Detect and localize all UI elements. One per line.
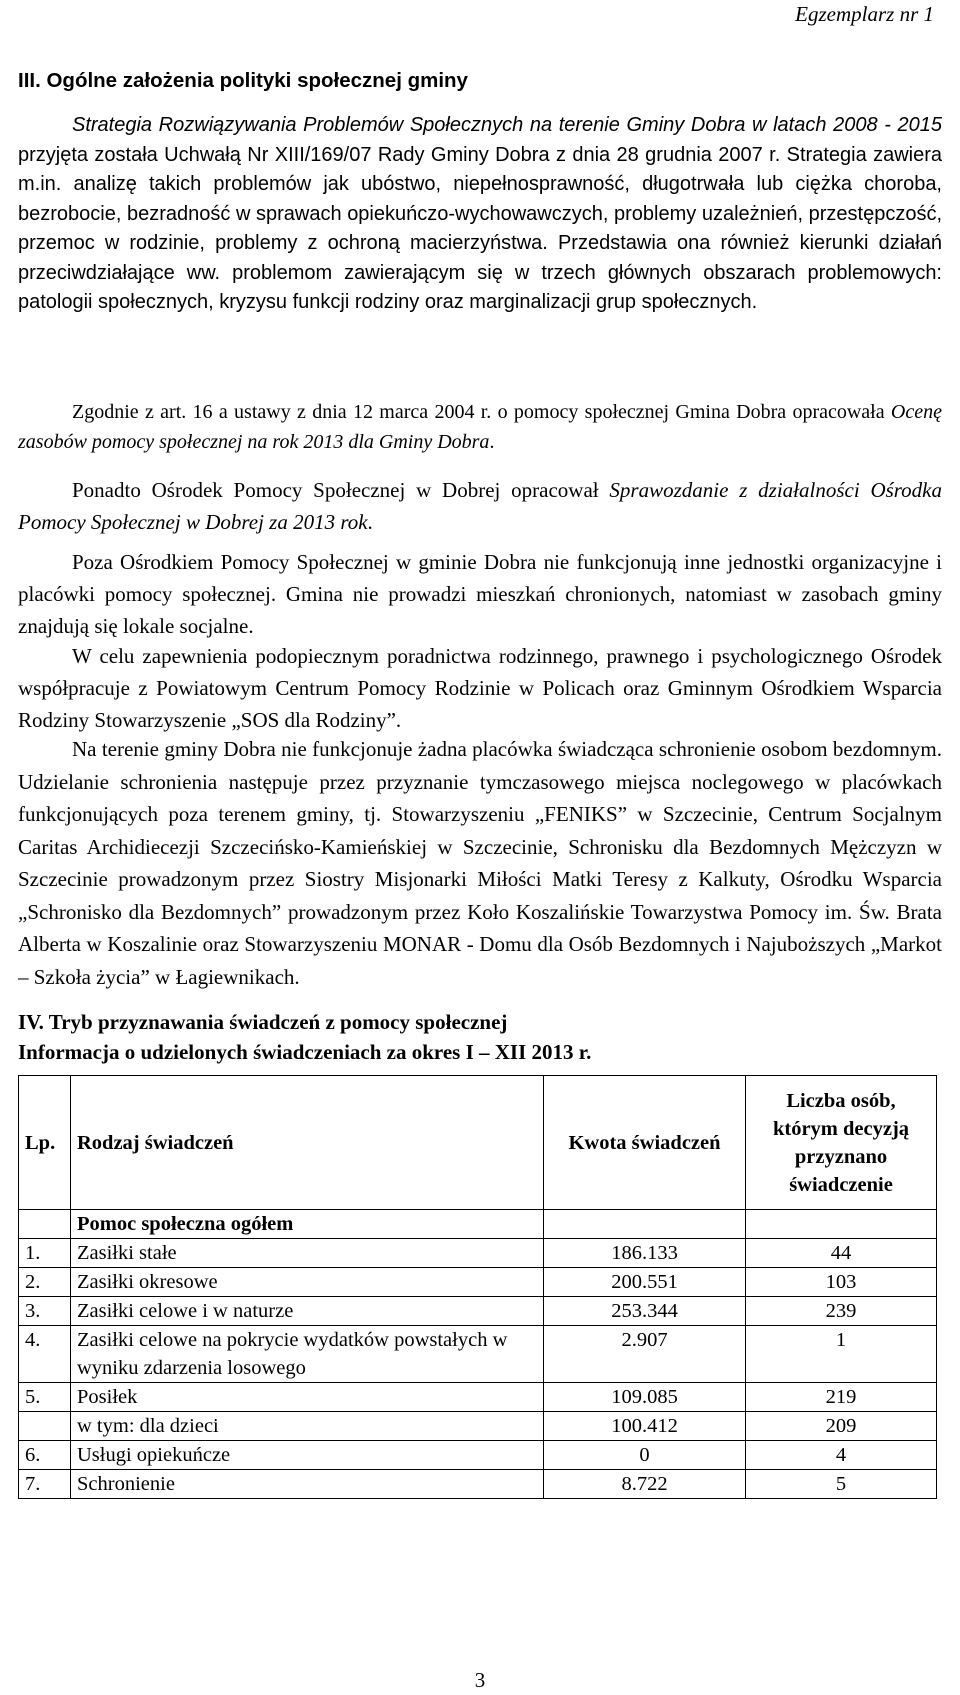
row-count: 103 [746, 1268, 937, 1297]
row-amount: 2.907 [544, 1326, 746, 1383]
row-amount: 186.133 [544, 1239, 746, 1268]
strategy-title: Strategia Rozwiązywania Problemów Społecznych na terenie Gminy Dobra w latach 2008 - 2015 [72, 114, 942, 136]
paragraph-strategy [18, 111, 942, 318]
table-row [19, 1441, 937, 1470]
header-name: Rodzaj świadczeń [71, 1076, 544, 1210]
table-row [19, 1470, 937, 1499]
table-group-row [19, 1210, 937, 1239]
paragraph-units: Poza Ośrodkiem Pomocy Społecznej w gminie Dobra nie funkcjonują inne jednostki organizacyjne i placówki pomocy społecznej. Gmina nie prowadzi mieszkań chronionych, natomiast w zasobach gminy znajdują się lokale socjalne. [18, 550, 942, 638]
row-count: 219 [746, 1383, 937, 1412]
copy-label: Egzemplarz nr 1 [795, 2, 934, 26]
table-row [19, 1383, 937, 1412]
row-lp: 6. [19, 1441, 71, 1470]
row-name: Schronienie [71, 1470, 544, 1499]
row-lp: 5. [19, 1383, 71, 1412]
row-amount: 253.344 [544, 1297, 746, 1326]
row-name: w tym: dla dzieci [71, 1412, 544, 1441]
strategy-text: przyjęta została Uchwałą Nr XIII/169/07 Rady Gminy Dobra z dnia 28 grudnia 2007 r. Strategia zawiera m.in. analizę takich problemów jak ubóstwo, niepełnosprawność, długotrwała lub ciężka choroba, bezrobocie, bezradność w sprawach opiekuńczo-wychowawczych, problemy uzależnień, przestępczość, przemoc w rodzinie, problemy z ochroną macierzyństwa. Przedstawia ona również kierunki działań przeciwdziałające ww. problemom zawierającym się w trzech głównych obszarach problemowych: patologii społecznych, kryzysu funkcji rodziny oraz marginalizacji grup społecznych. [18, 143, 942, 313]
table-row [19, 1326, 937, 1383]
row-count: 239 [746, 1297, 937, 1326]
row-name: Posiłek [71, 1383, 544, 1412]
row-lp: 4. [19, 1326, 71, 1383]
group-label: Pomoc społeczna ogółem [71, 1210, 544, 1239]
row-amount: 109.085 [544, 1383, 746, 1412]
row-count: 4 [746, 1441, 937, 1470]
row-lp: 2. [19, 1268, 71, 1297]
assessment-text: Zgodnie z art. 16 a ustawy z dnia 12 marca 2004 r. o pomocy społecznej Gmina Dobra opracowała [72, 401, 891, 423]
header-count: Liczba osób, którym decyzją przyznano świadczenie [746, 1076, 937, 1210]
paragraph-assessment [18, 397, 942, 457]
row-amount: 100.412 [544, 1412, 746, 1441]
section-3-heading: III. Ogólne założenia polityki społecznej gminy [18, 69, 468, 92]
table-row [19, 1412, 937, 1441]
row-amount: 0 [544, 1441, 746, 1470]
table-row [19, 1268, 937, 1297]
paragraph-counselling: W celu zapewnienia podopiecznym poradnictwa rodzinnego, prawnego i psychologicznego Ośrodek współpracuje z Powiatowym Centrum Pomocy Rodzinie w Policach oraz Gminnym Ośrodkiem Wsparcia Rodziny Stowarzyszenie „SOS dla Rodziny”. [18, 644, 942, 732]
table-row [19, 1239, 937, 1268]
table-row [19, 1297, 937, 1326]
row-name: Zasiłki celowe i w naturze [71, 1297, 544, 1326]
row-name: Zasiłki okresowe [71, 1268, 544, 1297]
row-count: 5 [746, 1470, 937, 1499]
row-amount: 8.722 [544, 1470, 746, 1499]
row-lp: 7. [19, 1470, 71, 1499]
report-end: . [367, 510, 373, 534]
row-lp: 3. [19, 1297, 71, 1326]
assessment-end: . [489, 431, 495, 453]
paragraph-shelter: Na terenie gminy Dobra nie funkcjonuje żadna placówka świadcząca schronienie osobom bezdomnym. Udzielanie schronienia następuje przez przyznanie tymczasowego miejsca noclegowego w placówkach funkcjonujących poza terenem gminy, tj. Stowarzyszeniu „FENIKS” w Szczecinie, Centrum Socjalnym Caritas Archidiecezji Szczecińsko-Kamieńskiej w Szczecinie, Schronisku dla Bezdomnych Mężczyzn w Szczecinie prowadzonym przez Siostry Misjonarki Miłości Matki Teresy z Kalkuty, Ośrodku Wsparcia „Schronisko dla Bezdomnych” prowadzonym przez Koło Koszalińskie Towarzystwa Pomocy im. Św. Brata Alberta w Koszalinie oraz Stowarzyszeniu MONAR - Domu dla Osób Bezdomnych i Najuboższych „Markot – Szkoła życia” w Łagiewnikach. [18, 737, 942, 989]
row-name: Usługi opiekuńcze [71, 1441, 544, 1470]
row-name: Zasiłki stałe [71, 1239, 544, 1268]
row-count: 1 [746, 1326, 937, 1383]
row-name: Zasiłki celowe na pokrycie wydatków powstałych w wyniku zdarzenia losowego [71, 1326, 544, 1383]
section-4-heading: IV. Tryb przyznawania świadczeń z pomocy społecznej [18, 1010, 508, 1034]
report-text: Ponadto Ośrodek Pomocy Społecznej w Dobrej opracował [72, 478, 610, 502]
assessment-title: Ocenę zasobów pomocy społecznej na rok 2013 dla Gminy Dobra [18, 401, 942, 453]
table-header-row [19, 1076, 937, 1210]
row-lp: 1. [19, 1239, 71, 1268]
header-lp: Lp. [19, 1076, 71, 1210]
row-count: 44 [746, 1239, 937, 1268]
section-4-subheading: Informacja o udzielonych świadczeniach za okres I – XII 2013 r. [18, 1040, 592, 1064]
page-number: 3 [474, 1668, 486, 1692]
row-lp [19, 1412, 71, 1441]
paragraph-report [18, 474, 942, 538]
header-amount: Kwota świadczeń [544, 1076, 746, 1210]
benefits-table [18, 1075, 937, 1499]
row-count: 209 [746, 1412, 937, 1441]
row-amount: 200.551 [544, 1268, 746, 1297]
report-title: Sprawozdanie z działalności Ośrodka Pomocy Społecznej w Dobrej za 2013 rok [18, 478, 943, 534]
